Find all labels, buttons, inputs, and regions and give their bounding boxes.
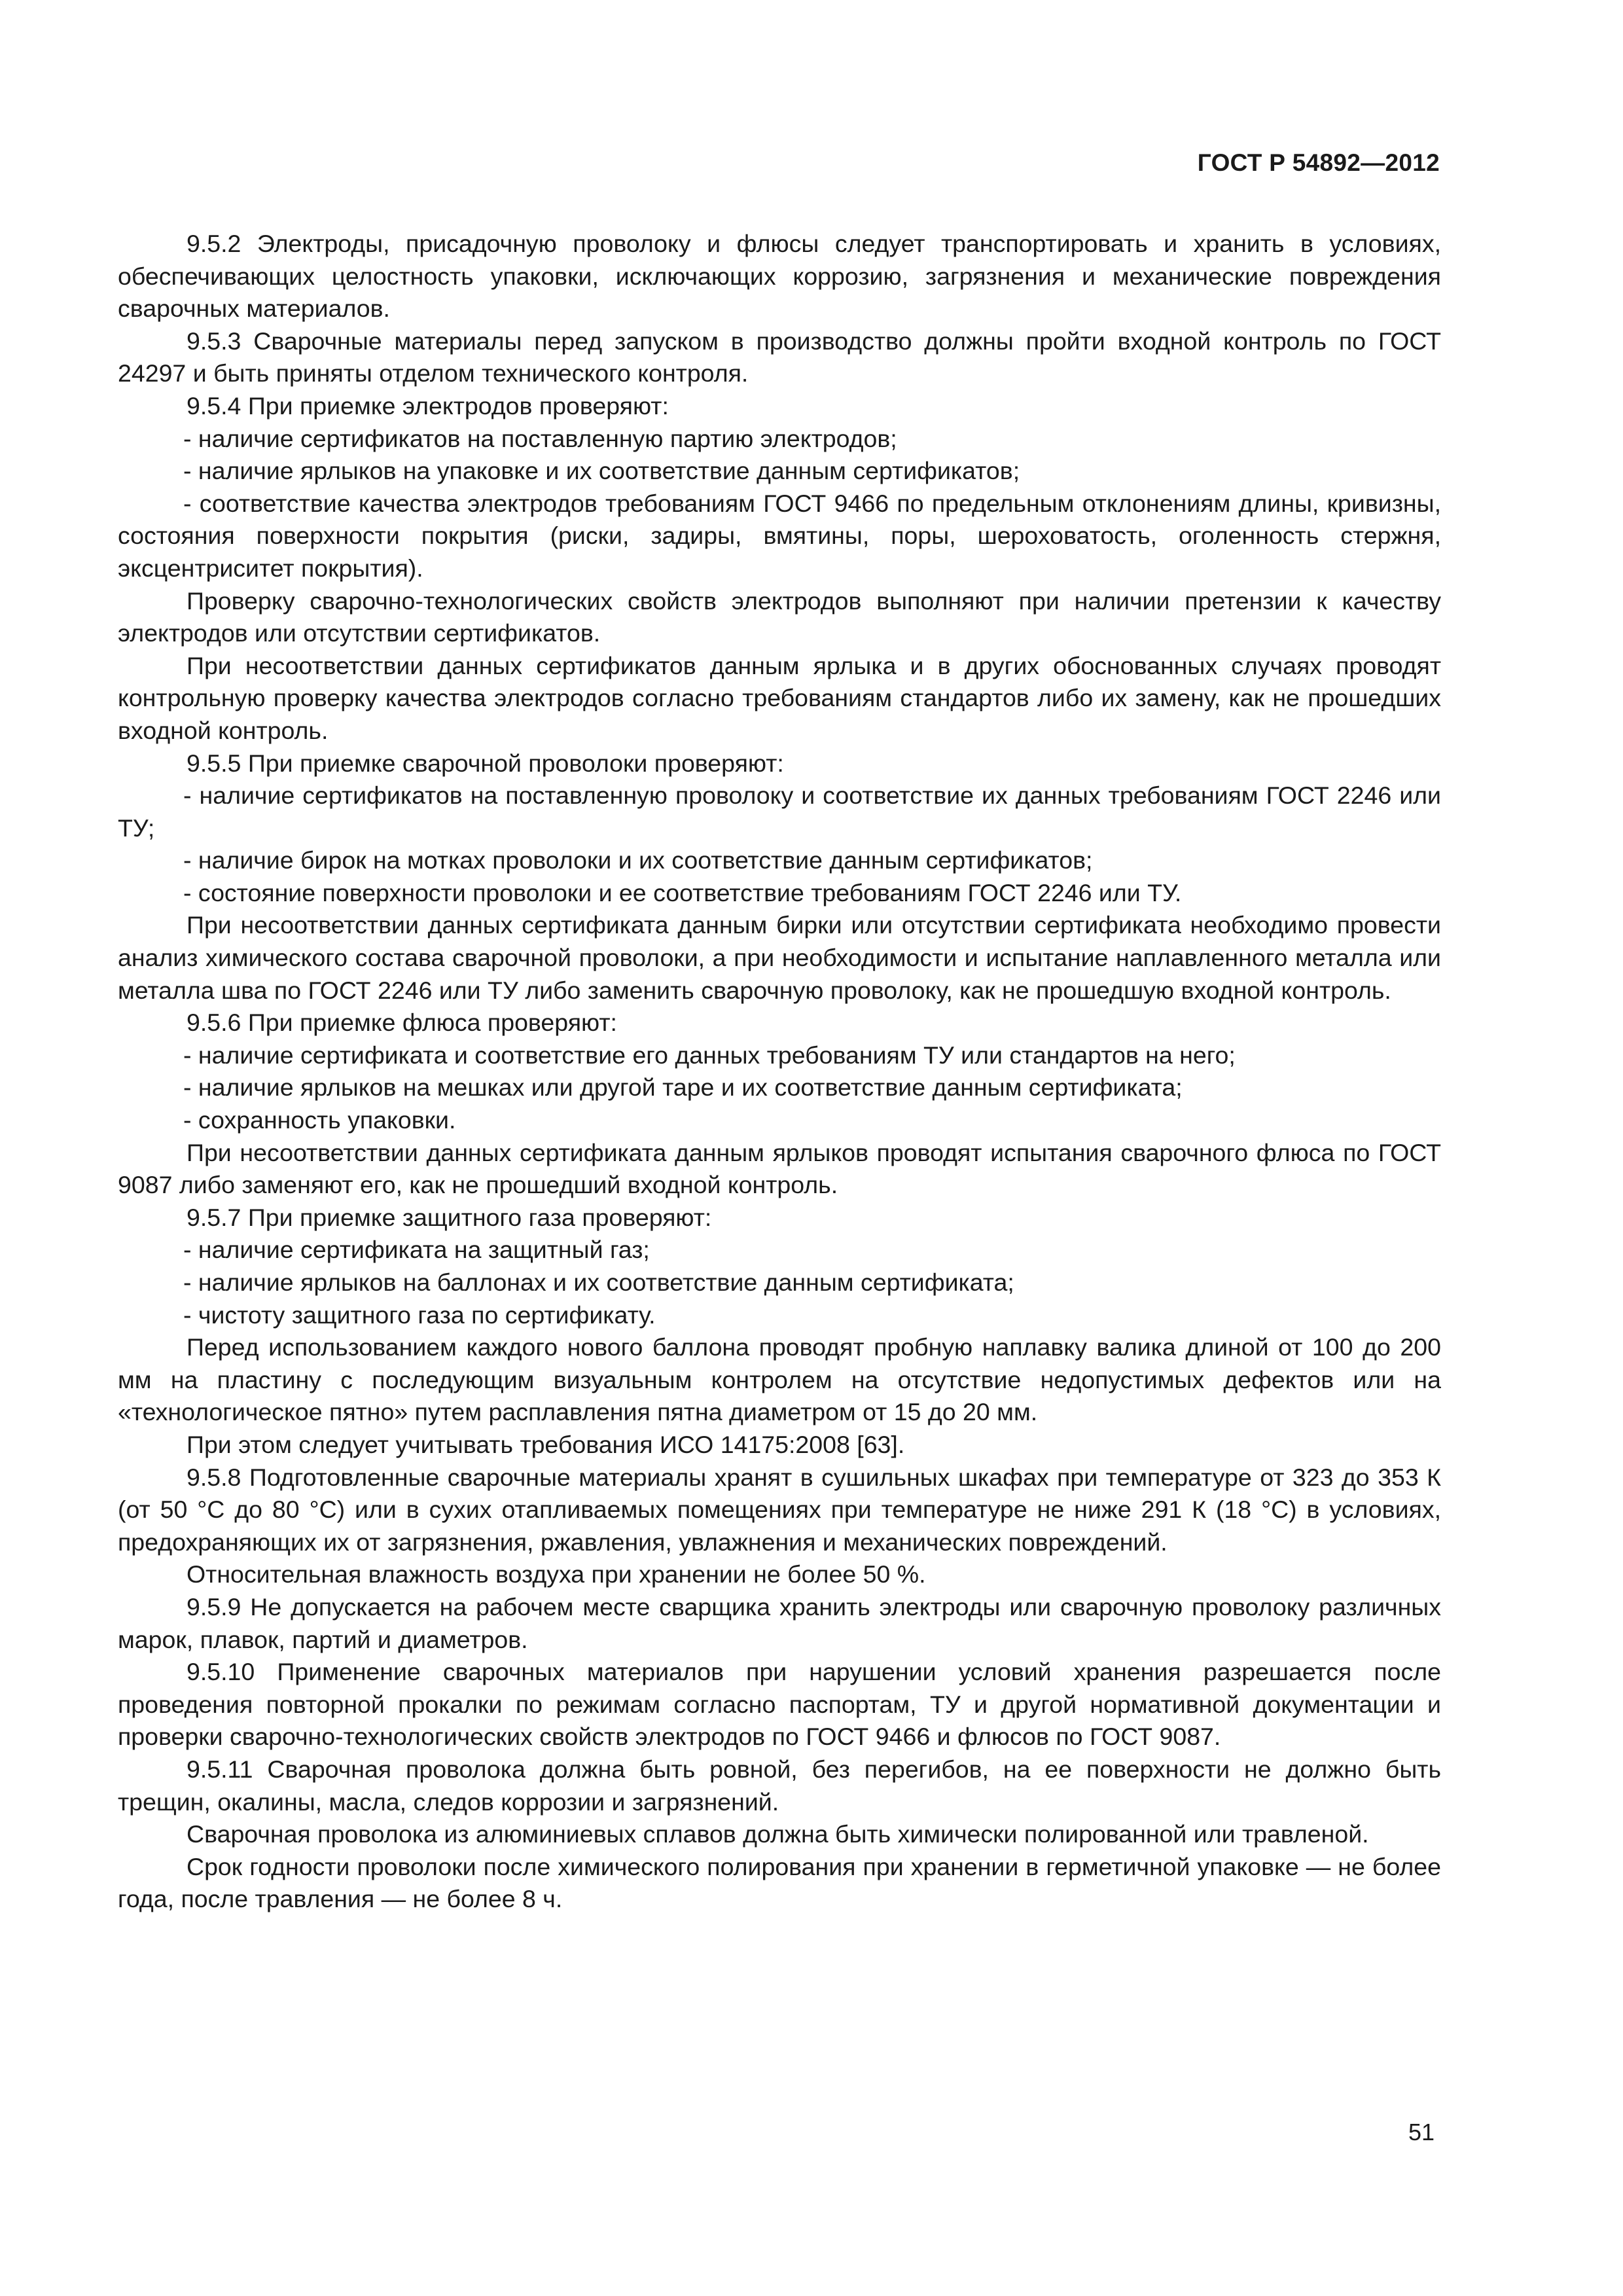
list-item: - наличие сертификата на защитный газ; bbox=[183, 1236, 650, 1264]
paragraph: 9.5.8 Подготовленные сварочные материалы хранят в сушильных шкафах при температуре от 323 до 353 К (от 50 °С до 80 °С) или в сухих отапливаемых помещениях при температуре не ниже 291 К (18 °С) в условиях, предохраняющих их от загрязнения, ржавления, увлажнения и механических повреждений. bbox=[118, 1463, 1441, 1556]
document-code-header: ГОСТ Р 54892—2012 bbox=[1197, 149, 1440, 176]
paragraph: 9.5.9 Не допускается на рабочем месте сварщика хранить электроды или сварочную проволоку различных марок, плавок, партий и диаметров. bbox=[118, 1592, 1441, 1653]
list-item: - наличие ярлыков на упаковке и их соответствие данным сертификатов; bbox=[183, 457, 1020, 485]
paragraph: При несоответствии данных сертификата данным ярлыков проводят испытания сварочного флюса по ГОСТ 9087 либо заменяют его, как не прошедший входной контроль. bbox=[118, 1138, 1441, 1199]
list-item: - сохранность упаковки. bbox=[183, 1106, 456, 1134]
list-item: - наличие бирок на мотках проволоки и их соответствие данным сертификатов; bbox=[183, 846, 1093, 874]
paragraph: Срок годности проволоки после химического полирования при хранении в герметичной упаковке — не более года, после травления — не более 8 ч. bbox=[118, 1852, 1441, 1913]
list-item: - состояние поверхности проволоки и ее соответствие требованиям ГОСТ 2246 или ТУ. bbox=[183, 878, 1182, 906]
paragraph: 9.5.2 Электроды, присадочную проволоку и флюсы следует транспортировать и хранить в условиях, обеспечивающих целостность упаковки, исключающих коррозию, загрязнения и механические повреждения сварочных материалов. bbox=[118, 230, 1441, 323]
list-item: - наличие сертификата и соответствие его данных требованиям ТУ или стандартов на него; bbox=[183, 1041, 1236, 1069]
list-item: - наличие сертификатов на поставленную проволоку и соответствие их данных требованиям ГОСТ 2246 или ТУ; bbox=[118, 781, 1441, 842]
paragraph: 9.5.11 Сварочная проволока должна быть ровной, без перегибов, на ее поверхности не должно быть трещин, окалины, масла, следов коррозии и загрязнений. bbox=[118, 1755, 1441, 1816]
list-item: - наличие сертификатов на поставленную партию электродов; bbox=[183, 424, 897, 452]
paragraph: 9.5.7 При приемке защитного газа проверяют: bbox=[187, 1203, 712, 1231]
paragraph: 9.5.10 Применение сварочных материалов при нарушении условий хранения разрешается после проведения повторной прокалки по режимам согласно паспортам, ТУ и другой нормативной документации и проверки сварочно-технологических свойств электродов по ГОСТ 9466 и флюсов по ГОСТ 9087. bbox=[118, 1658, 1441, 1751]
paragraph: 9.5.6 При приемке флюса проверяют: bbox=[187, 1009, 617, 1037]
paragraph: Проверку сварочно-технологических свойств электродов выполняют при наличии претензии к качеству электродов или отсутствии сертификатов. bbox=[118, 586, 1441, 647]
paragraph: Относительная влажность воздуха при хранении не более 50 %. bbox=[187, 1560, 926, 1588]
list-item: - наличие ярлыков на мешках или другой таре и их соответствие данным сертификата; bbox=[183, 1073, 1183, 1102]
paragraph: Перед использованием каждого нового баллона проводят пробную наплавку валика длиной от 100 до 200 мм на пластину с последующим визуальным контролем на отсутствие недопустимых дефектов или на «технологическое пятно» путем расплавления пятна диаметром от 15 до 20 мм. bbox=[118, 1333, 1441, 1426]
paragraph: При этом следует учитывать требования ИСО 14175:2008 [63]. bbox=[187, 1430, 905, 1458]
paragraph: 9.5.4 При приемке электродов проверяют: bbox=[187, 391, 669, 420]
paragraph: Сварочная проволока из алюминиевых сплавов должна быть химически полированной или травленой. bbox=[187, 1820, 1369, 1848]
list-item: - наличие ярлыков на баллонах и их соответствие данным сертификата; bbox=[183, 1268, 1014, 1296]
paragraph: При несоответствии данных сертификата данным бирки или отсутствии сертификата необходимо провести анализ химического состава сварочной проволоки, а при необходимости и испытание наплавленного металла или металла шва по ГОСТ 2246 или ТУ либо заменить сварочную проволоку, как не прошедшую входной контроль. bbox=[118, 911, 1441, 1004]
list-item: - чистоту защитного газа по сертификату. bbox=[183, 1300, 656, 1329]
page-number: 51 bbox=[1408, 2119, 1435, 2145]
paragraph: При несоответствии данных сертификатов данным ярлыка и в других обоснованных случаях проводят контрольную проверку качества электродов согласно требованиям стандартов либо их замену, как не прошедших входной контроль. bbox=[118, 651, 1441, 744]
document-body bbox=[118, 228, 1441, 1916]
paragraph: 9.5.3 Сварочные материалы перед запуском в производство должны пройти входной контроль по ГОСТ 24297 и быть приняты отделом технического контроля. bbox=[118, 327, 1441, 387]
list-item: - соответствие качества электродов требованиям ГОСТ 9466 по предельным отклонениям длины, кривизны, состояния поверхности покрытия (риски, задиры, вмятины, поры, шероховатость, оголенность стержня, эксцентриситет покрытия). bbox=[118, 489, 1441, 582]
paragraph: 9.5.5 При приемке сварочной проволоки проверяют: bbox=[187, 749, 784, 777]
